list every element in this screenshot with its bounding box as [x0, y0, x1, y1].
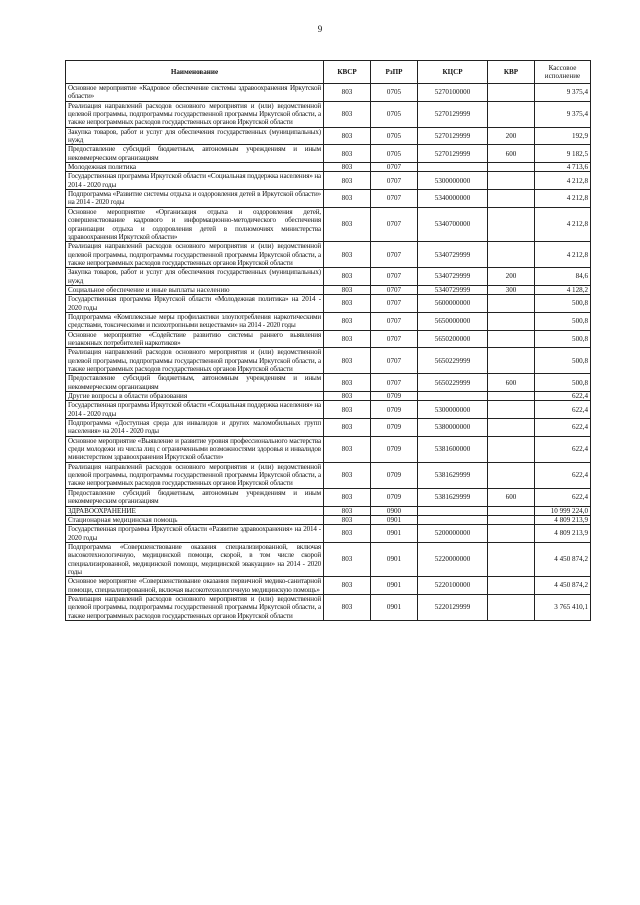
cell-kvr: 300 — [488, 285, 535, 294]
cell-name: Государственная программа Иркутской области «Социальная поддержка населения» на 2014 - 2020 годы — [66, 172, 324, 190]
cell-kcsr: 5200000000 — [418, 525, 488, 543]
table-row — [66, 84, 591, 102]
table-row — [66, 190, 591, 208]
cell-amount: 192,9 — [535, 127, 591, 145]
table-row — [66, 285, 591, 294]
cell-kvr — [488, 84, 535, 102]
cell-kvsr: 803 — [324, 392, 371, 401]
cell-kcsr: 5270129999 — [418, 127, 488, 145]
cell-kvsr: 803 — [324, 312, 371, 330]
cell-rzpr: 0707 — [371, 295, 418, 313]
table-row — [66, 374, 591, 392]
cell-amount: 622,4 — [535, 462, 591, 488]
cell-name: Социальное обеспечение и иные выплаты населению — [66, 285, 324, 294]
cell-kcsr: 5650000000 — [418, 312, 488, 330]
cell-name: Молодежная политика — [66, 163, 324, 172]
cell-kvsr: 803 — [324, 172, 371, 190]
cell-kvr — [488, 330, 535, 348]
cell-kvsr: 803 — [324, 488, 371, 506]
table-row — [66, 295, 591, 313]
cell-rzpr: 0707 — [371, 312, 418, 330]
cell-kvsr: 803 — [324, 374, 371, 392]
cell-amount: 84,6 — [535, 268, 591, 286]
table-row — [66, 330, 591, 348]
cell-rzpr: 0901 — [371, 515, 418, 524]
cell-kvr — [488, 172, 535, 190]
cell-rzpr: 0705 — [371, 127, 418, 145]
cell-rzpr: 0707 — [371, 285, 418, 294]
cell-kvsr: 803 — [324, 506, 371, 515]
table-row — [66, 242, 591, 268]
cell-rzpr: 0707 — [371, 374, 418, 392]
cell-name: Предоставление субсидий бюджетным, автономным учреждениям и иным некоммерческим организациям — [66, 374, 324, 392]
cell-kvsr: 803 — [324, 163, 371, 172]
cell-amount: 4 450 874,2 — [535, 542, 591, 576]
cell-name: Реализация направлений расходов основного мероприятия и (или) ведомственной целевой программы, подпрограммы государственной программы Иркутской области, а также непрограммных расходов государственных органов Иркутской области — [66, 242, 324, 268]
table-row — [66, 515, 591, 524]
cell-rzpr: 0705 — [371, 84, 418, 102]
cell-name: ЗДРАВООХРАНЕНИЕ — [66, 506, 324, 515]
cell-kcsr: 5340729999 — [418, 285, 488, 294]
cell-amount: 4 809 213,9 — [535, 525, 591, 543]
table-row — [66, 488, 591, 506]
cell-rzpr: 0709 — [371, 392, 418, 401]
cell-kvsr: 803 — [324, 419, 371, 437]
cell-kcsr: 5600000000 — [418, 295, 488, 313]
cell-kvr — [488, 525, 535, 543]
cell-kvsr: 803 — [324, 330, 371, 348]
cell-amount: 500,8 — [535, 295, 591, 313]
cell-kvr — [488, 190, 535, 208]
table-row — [66, 419, 591, 437]
cell-kcsr — [418, 515, 488, 524]
cell-kvsr: 803 — [324, 462, 371, 488]
cell-name: Другие вопросы в области образования — [66, 392, 324, 401]
cell-amount: 4 128,2 — [535, 285, 591, 294]
header-name: Наименование — [66, 61, 324, 84]
cell-kcsr — [418, 392, 488, 401]
cell-kvsr: 803 — [324, 190, 371, 208]
table-row — [66, 577, 591, 595]
cell-kcsr: 5270129999 — [418, 101, 488, 127]
cell-amount: 4 212,8 — [535, 190, 591, 208]
cell-amount: 9 375,4 — [535, 101, 591, 127]
cell-amount: 4 212,8 — [535, 242, 591, 268]
cell-kvsr: 803 — [324, 101, 371, 127]
cell-kvsr: 803 — [324, 285, 371, 294]
cell-kcsr: 5381600000 — [418, 436, 488, 462]
cell-kcsr: 5220129999 — [418, 594, 488, 620]
table-row — [66, 312, 591, 330]
cell-rzpr: 0709 — [371, 462, 418, 488]
cell-rzpr: 0709 — [371, 401, 418, 419]
cell-amount: 9 182,5 — [535, 145, 591, 163]
cell-kvsr: 803 — [324, 542, 371, 576]
cell-kvsr: 803 — [324, 295, 371, 313]
cell-rzpr: 0707 — [371, 163, 418, 172]
cell-kvsr: 803 — [324, 577, 371, 595]
cell-amount: 622,4 — [535, 392, 591, 401]
cell-kvr — [488, 515, 535, 524]
cell-kcsr: 5340700000 — [418, 207, 488, 241]
header-kvsr: КВСР — [324, 61, 371, 84]
table-row — [66, 268, 591, 286]
table-row — [66, 506, 591, 515]
cell-kvr — [488, 295, 535, 313]
table-row — [66, 172, 591, 190]
cell-kvr: 600 — [488, 374, 535, 392]
cell-rzpr: 0707 — [371, 268, 418, 286]
header-kvr: КВР — [488, 61, 535, 84]
cell-amount: 4 809 213,9 — [535, 515, 591, 524]
cell-kcsr: 5380000000 — [418, 419, 488, 437]
cell-name: Основное мероприятие «Кадровое обеспечение системы здравоохранения Иркутской области» — [66, 84, 324, 102]
cell-kvsr: 803 — [324, 127, 371, 145]
cell-kvr — [488, 594, 535, 620]
cell-rzpr: 0707 — [371, 190, 418, 208]
cell-amount: 4 713,6 — [535, 163, 591, 172]
cell-kvsr: 803 — [324, 515, 371, 524]
cell-kvsr: 803 — [324, 401, 371, 419]
cell-kvr — [488, 436, 535, 462]
table-row — [66, 207, 591, 241]
cell-kcsr: 5340729999 — [418, 268, 488, 286]
cell-kvr — [488, 348, 535, 374]
cell-rzpr: 0901 — [371, 525, 418, 543]
cell-kvr — [488, 401, 535, 419]
cell-rzpr: 0901 — [371, 594, 418, 620]
cell-rzpr: 0901 — [371, 542, 418, 576]
cell-kcsr: 5270129999 — [418, 145, 488, 163]
cell-rzpr: 0707 — [371, 348, 418, 374]
budget-table — [65, 60, 591, 621]
cell-rzpr: 0709 — [371, 419, 418, 437]
cell-name: Подпрограмма «Доступная среда для инвалидов и других маломобильных групп населения» на 2014 - 2020 годы — [66, 419, 324, 437]
cell-name: Реализация направлений расходов основного мероприятия и (или) ведомственной целевой программы, подпрограммы государственной программы Иркутской области, а также непрограммных расходов государственных органов Иркутской области — [66, 348, 324, 374]
cell-amount: 4 450 874,2 — [535, 577, 591, 595]
cell-rzpr: 0705 — [371, 101, 418, 127]
cell-kvr — [488, 419, 535, 437]
cell-amount: 3 765 410,1 — [535, 594, 591, 620]
cell-name: Государственная программа Иркутской области «Социальная поддержка населения» на 2014 - 2020 годы — [66, 401, 324, 419]
cell-rzpr: 0709 — [371, 436, 418, 462]
cell-kvr — [488, 242, 535, 268]
cell-kvsr: 803 — [324, 145, 371, 163]
cell-kcsr: 5650200000 — [418, 330, 488, 348]
cell-name: Закупка товаров, работ и услуг для обеспечения государственных (муниципальных) нужд — [66, 127, 324, 145]
cell-kvsr: 803 — [324, 525, 371, 543]
cell-amount: 500,8 — [535, 374, 591, 392]
cell-kvr — [488, 392, 535, 401]
cell-kcsr: 5300000000 — [418, 401, 488, 419]
cell-amount: 622,4 — [535, 436, 591, 462]
cell-kvr — [488, 577, 535, 595]
cell-name: Предоставление субсидий бюджетным, автономным учреждениям и иным некоммерческим организациям — [66, 145, 324, 163]
cell-kvsr: 803 — [324, 436, 371, 462]
cell-amount: 622,4 — [535, 419, 591, 437]
cell-kvr: 200 — [488, 268, 535, 286]
table-row — [66, 163, 591, 172]
table-row — [66, 392, 591, 401]
cell-kcsr: 5220100000 — [418, 577, 488, 595]
page-number: 9 — [317, 24, 323, 34]
cell-rzpr: 0707 — [371, 172, 418, 190]
cell-kvr: 600 — [488, 488, 535, 506]
cell-name: Реализация направлений расходов основного мероприятия и (или) ведомственной целевой программы, подпрограммы государственной программы Иркутской области, а также непрограммных расходов государственных органов Иркутской области — [66, 101, 324, 127]
cell-kcsr: 5381629999 — [418, 462, 488, 488]
cell-rzpr: 0705 — [371, 145, 418, 163]
cell-name: Основное мероприятие «Выявление и развитие уровня профессионального мастерства среди молодежи из числа лиц с ограниченными возможностями здоровья и инвалидов министерством здравоохранения Иркутской области» — [66, 436, 324, 462]
table-row — [66, 127, 591, 145]
cell-kvr — [488, 101, 535, 127]
cell-amount: 500,8 — [535, 348, 591, 374]
cell-kvr — [488, 312, 535, 330]
cell-name: Закупка товаров, работ и услуг для обеспечения государственных (муниципальных) нужд — [66, 268, 324, 286]
table-row — [66, 401, 591, 419]
table-row — [66, 462, 591, 488]
cell-kcsr: 5340729999 — [418, 242, 488, 268]
table-row — [66, 145, 591, 163]
table-body — [66, 84, 591, 621]
cell-name: Предоставление субсидий бюджетным, автономным учреждениям и иным некоммерческим организациям — [66, 488, 324, 506]
cell-name: Государственная программа Иркутской области «Молодежная политика» на 2014 - 2020 годы — [66, 295, 324, 313]
table-row — [66, 348, 591, 374]
cell-kcsr — [418, 163, 488, 172]
table-row — [66, 436, 591, 462]
cell-name: Стационарная медицинская помощь — [66, 515, 324, 524]
cell-name: Реализация направлений расходов основного мероприятия и (или) ведомственной целевой программы, подпрограммы государственной программы Иркутской области, а также непрограммных расходов государственных органов Иркутской области — [66, 462, 324, 488]
cell-kvsr: 803 — [324, 594, 371, 620]
cell-name: Основное мероприятие «Содействие развитию системы раннего выявления незаконных потребителей наркотиков» — [66, 330, 324, 348]
cell-kvr: 200 — [488, 127, 535, 145]
cell-kcsr: 5300000000 — [418, 172, 488, 190]
cell-kvr: 600 — [488, 145, 535, 163]
cell-kvsr: 803 — [324, 268, 371, 286]
cell-kvr — [488, 542, 535, 576]
cell-rzpr: 0901 — [371, 577, 418, 595]
cell-amount: 622,4 — [535, 488, 591, 506]
cell-name: Подпрограмма «Развитие системы отдыха и оздоровления детей в Иркутской области» на 2014 - 2020 годы — [66, 190, 324, 208]
cell-kcsr: 5270100000 — [418, 84, 488, 102]
cell-amount: 500,8 — [535, 312, 591, 330]
cell-kvsr: 803 — [324, 242, 371, 268]
cell-name: Государственная программа Иркутской области «Развитие здравоохранения» на 2014 - 2020 годы — [66, 525, 324, 543]
cell-name: Основное мероприятие «Совершенствование оказания первичной медико-санитарной помощи, специализированной, включая высокотехнологичную медицинскую помощь» — [66, 577, 324, 595]
cell-amount: 500,8 — [535, 330, 591, 348]
cell-rzpr: 0709 — [371, 488, 418, 506]
cell-rzpr: 0900 — [371, 506, 418, 515]
cell-rzpr: 0707 — [371, 242, 418, 268]
cell-name: Основное мероприятие «Организация отдыха и оздоровления детей, совершенствование кадрового и информационно-методического обеспечения организации отдыха и оздоровления детей в полномочиях министерства здравоохранения Иркутской области» — [66, 207, 324, 241]
table-row — [66, 542, 591, 576]
table-header-row — [66, 61, 591, 84]
cell-amount: 9 375,4 — [535, 84, 591, 102]
cell-kcsr — [418, 506, 488, 515]
cell-kvr — [488, 207, 535, 241]
table-row — [66, 101, 591, 127]
cell-kcsr: 5220000000 — [418, 542, 488, 576]
header-kcsr: КЦСР — [418, 61, 488, 84]
cell-kvsr: 803 — [324, 207, 371, 241]
cell-name: Подпрограмма «Совершенствование оказания специализированной, включая высокотехнологичную, медицинской помощи, скорой, в том числе скорой специализированной, медицинской помощи, медицинской эвакуации» на 2014 - 2020 годы — [66, 542, 324, 576]
cell-amount: 622,4 — [535, 401, 591, 419]
cell-kvsr: 803 — [324, 348, 371, 374]
cell-kcsr: 5381629999 — [418, 488, 488, 506]
header-amount: Кассовое исполнение — [535, 61, 591, 84]
cell-name: Реализация направлений расходов основного мероприятия и (или) ведомственной целевой программы, подпрограммы государственной программы Иркутской области, а также непрограммных расходов государственных органов Иркутской области — [66, 594, 324, 620]
cell-kcsr: 5650229999 — [418, 348, 488, 374]
cell-amount: 4 212,8 — [535, 172, 591, 190]
cell-name: Подпрограмма «Комплексные меры профилактики злоупотребления наркотическими средствами, токсическими и психотропными веществами» на 2014 - 2020 годы — [66, 312, 324, 330]
cell-kvr — [488, 163, 535, 172]
cell-kvr — [488, 506, 535, 515]
cell-kcsr: 5340000000 — [418, 190, 488, 208]
cell-amount: 4 212,8 — [535, 207, 591, 241]
cell-kvr — [488, 462, 535, 488]
cell-kcsr: 5650229999 — [418, 374, 488, 392]
cell-amount: 10 999 224,0 — [535, 506, 591, 515]
table-row — [66, 525, 591, 543]
cell-kvsr: 803 — [324, 84, 371, 102]
cell-rzpr: 0707 — [371, 330, 418, 348]
table-row — [66, 594, 591, 620]
header-rzpr: РзПР — [371, 61, 418, 84]
cell-rzpr: 0707 — [371, 207, 418, 241]
